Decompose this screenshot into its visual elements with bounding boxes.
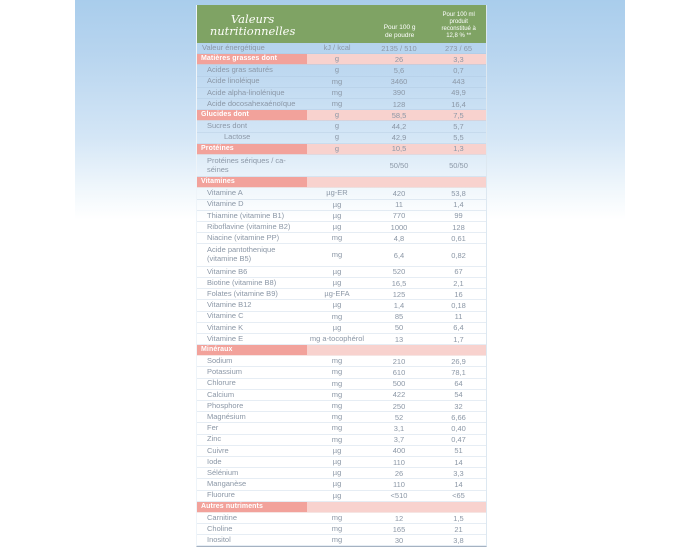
table-row <box>197 312 486 323</box>
value-per-100ml: 14 <box>454 457 463 467</box>
col-powder-line2: de poudre <box>384 32 415 40</box>
row-unit: mg a-tocophérol <box>309 333 365 343</box>
row-unit: mg <box>331 249 343 259</box>
row-values <box>307 457 486 467</box>
row-label: Cuivre <box>207 445 229 455</box>
value-per-100g: 3460 <box>390 77 408 87</box>
section-label: Autres nutriments <box>197 502 307 512</box>
col-reconst-line1: Pour 100 ml <box>442 11 475 18</box>
row-unit: mg <box>331 401 343 410</box>
table-row <box>197 88 486 99</box>
table-row <box>197 121 486 132</box>
row-unit: µg <box>332 266 342 276</box>
value-per-100g: 16,5 <box>391 278 407 288</box>
row-label: Vitamine E <box>207 333 244 343</box>
value-per-100g: 85 <box>394 312 404 322</box>
value-per-100g: 125 <box>392 289 406 299</box>
value-per-100g: 2135 / 510 <box>381 43 417 53</box>
value-per-100ml <box>431 177 486 187</box>
row-values <box>307 524 486 534</box>
value-per-100g <box>367 177 431 187</box>
row-label: Manganèse <box>207 479 247 489</box>
row-values <box>307 491 486 501</box>
value-per-100g: 11 <box>395 200 403 210</box>
value-per-100ml: 1,5 <box>453 513 464 523</box>
row-values <box>307 54 486 64</box>
value-per-100g: 26 <box>394 468 404 478</box>
section-label: Matières grasses dont <box>197 54 307 64</box>
table-header <box>197 5 486 43</box>
row-label: Vitamine A <box>207 188 243 198</box>
row-unit: µg-EFA <box>324 289 350 299</box>
row-values <box>307 535 486 545</box>
row-label: Chlorure <box>207 378 236 388</box>
row-values <box>307 300 486 310</box>
row-values <box>307 99 486 109</box>
section-row <box>197 144 486 155</box>
row-values <box>307 502 486 512</box>
row-unit: µg <box>332 468 342 478</box>
value-per-100g: 12 <box>394 513 404 523</box>
row-unit: mg <box>331 434 343 444</box>
row-values <box>307 233 486 243</box>
table-row <box>197 300 486 311</box>
row-label: Choline <box>207 523 233 533</box>
row-label: Vitamine B12 <box>207 300 252 310</box>
table-row <box>197 222 486 233</box>
value-per-100g <box>367 345 431 355</box>
value-per-100ml: 54 <box>454 390 463 400</box>
value-per-100ml: 443 <box>452 77 465 87</box>
value-per-100ml: 64 <box>454 379 463 389</box>
value-per-100g: 4,8 <box>393 233 405 243</box>
row-unit: µg <box>332 456 342 466</box>
row-unit: µg-ER <box>326 188 348 198</box>
value-per-100ml: 14 <box>454 479 463 489</box>
row-unit: µg <box>332 479 342 489</box>
row-label: Inositol <box>207 535 231 545</box>
row-unit: g <box>334 143 340 153</box>
row-values <box>307 334 486 344</box>
row-label: Potassium <box>207 367 243 377</box>
value-per-100g: 52 <box>394 412 404 422</box>
table-row <box>197 278 486 289</box>
value-per-100ml: 128 <box>452 222 465 232</box>
row-values <box>307 65 486 75</box>
table-row <box>197 479 486 490</box>
row-values <box>307 244 486 265</box>
section-row <box>197 54 486 65</box>
row-label: Protéines sériques / ca-séines <box>207 155 286 174</box>
row-unit <box>307 155 367 176</box>
value-per-100g: 50 <box>394 323 404 333</box>
table-row <box>197 435 486 446</box>
section-label: Glucides dont <box>197 110 307 120</box>
row-unit: mg <box>331 378 343 388</box>
table-row <box>197 412 486 423</box>
value-per-100g: 13 <box>394 334 404 344</box>
value-per-100g: 5,6 <box>393 65 405 75</box>
value-per-100ml: 21 <box>454 524 463 534</box>
row-label: Iode <box>207 456 222 466</box>
value-per-100g: 422 <box>392 390 406 400</box>
row-label: Calcium <box>207 389 235 399</box>
row-values <box>307 188 486 198</box>
table-row <box>197 535 486 546</box>
table-row <box>197 457 486 468</box>
value-per-100g: 420 <box>392 189 406 199</box>
row-label: Riboflavine (vitamine B2) <box>207 221 291 231</box>
value-per-100ml: 5,5 <box>453 133 464 143</box>
value-per-100g: 3,1 <box>393 424 405 433</box>
table-row <box>197 468 486 479</box>
value-per-100g: 520 <box>392 267 406 277</box>
col-reconst-line3: reconstitué à <box>441 25 476 32</box>
row-values <box>307 267 486 277</box>
table-row <box>197 524 486 535</box>
row-values <box>307 356 486 366</box>
value-per-100ml: 0,7 <box>453 65 464 75</box>
row-unit: mg <box>331 535 343 545</box>
value-per-100ml: 50/50 <box>449 161 468 171</box>
row-unit: mg <box>331 87 343 97</box>
value-per-100ml: 78,1 <box>451 368 466 378</box>
row-label: Sodium <box>207 356 233 366</box>
value-per-100ml <box>431 502 486 512</box>
value-per-100ml: 5,7 <box>453 121 464 131</box>
row-values <box>307 144 486 154</box>
row-label: Acide linoléique <box>207 76 260 86</box>
value-per-100g: 165 <box>392 524 406 534</box>
row-unit: g <box>334 132 340 142</box>
value-per-100g: 44,2 <box>391 121 407 131</box>
row-values <box>307 423 486 433</box>
value-per-100ml: 11 <box>454 312 463 322</box>
row-label: Acide alpha-linolénique <box>207 87 285 97</box>
row-label: Magnésium <box>207 412 246 421</box>
table-row <box>197 390 486 401</box>
row-label: Sucres dont <box>207 121 248 131</box>
row-label: Vitamine K <box>207 322 244 332</box>
table-row <box>197 200 486 211</box>
table-row <box>197 401 486 412</box>
value-per-100ml: 1,3 <box>453 144 464 154</box>
row-unit: µg <box>332 322 342 332</box>
table-row <box>197 244 486 266</box>
value-per-100ml: 51 <box>454 446 463 456</box>
row-values <box>307 88 486 98</box>
row-label: Fer <box>207 423 219 433</box>
row-label: Carnitine <box>207 512 238 522</box>
row-unit: mg <box>331 412 343 422</box>
table-row <box>197 323 486 334</box>
row-unit: g <box>334 121 340 131</box>
value-per-100ml: 6,4 <box>453 323 464 333</box>
row-label: Fluorure <box>207 490 235 500</box>
value-per-100ml: 32 <box>454 401 463 411</box>
row-label: Biotine (vitamine B8) <box>207 277 277 287</box>
section-row <box>197 502 486 513</box>
value-per-100ml: 0,40 <box>451 424 466 433</box>
nutrition-table <box>196 5 487 547</box>
row-unit <box>307 502 367 512</box>
row-values <box>307 121 486 131</box>
value-per-100g: 390 <box>392 88 406 98</box>
row-unit: mg <box>331 367 343 377</box>
value-per-100ml: 1,4 <box>453 200 464 210</box>
unit-column-header <box>308 5 368 43</box>
row-values <box>307 435 486 445</box>
value-per-100g: 500 <box>392 379 406 389</box>
table-title-line2: nutritionnelles <box>209 24 296 38</box>
table-row <box>197 65 486 76</box>
row-values <box>307 468 486 478</box>
table-row <box>197 155 486 177</box>
row-values <box>307 401 486 411</box>
value-per-100ml: 99 <box>454 211 463 221</box>
row-values <box>307 312 486 322</box>
row-unit <box>307 345 367 355</box>
value-per-100g: 3,7 <box>393 435 405 445</box>
row-values <box>307 289 486 299</box>
value-per-100ml: 6,66 <box>451 412 466 422</box>
row-label: Vitamine B6 <box>207 266 248 276</box>
value-per-100ml: 1,7 <box>453 334 464 344</box>
value-per-100ml: 3,3 <box>453 468 464 478</box>
row-values <box>307 200 486 210</box>
value-per-100g: 110 <box>393 457 405 467</box>
value-per-100g: 210 <box>392 356 406 366</box>
value-per-100g: <510 <box>390 491 408 501</box>
row-values <box>307 110 486 120</box>
row-label: Folates (vitamine B9) <box>207 288 278 298</box>
row-label: Zinc <box>207 434 222 444</box>
table-row <box>197 513 486 524</box>
table-row <box>197 289 486 300</box>
value-per-100g: 10,5 <box>391 144 407 154</box>
column-header-per-100g <box>368 5 432 43</box>
table-row <box>197 446 486 457</box>
table-row <box>197 491 486 502</box>
row-label: Niacine (vitamine PP) <box>207 232 280 242</box>
row-unit: mg <box>331 524 343 534</box>
col-reconst-line2: produit <box>449 18 468 25</box>
row-unit: mg <box>331 76 343 86</box>
row-values <box>307 211 486 221</box>
row-unit: µg <box>332 300 342 310</box>
row-label: Valeur énergétique <box>202 42 265 52</box>
table-row <box>197 43 486 54</box>
row-values <box>307 390 486 400</box>
row-unit: g <box>334 110 340 120</box>
value-per-100ml: 67 <box>454 267 463 277</box>
value-per-100ml: 0,61 <box>451 233 466 243</box>
section-label: Minéraux <box>197 345 307 355</box>
row-label: Sélénium <box>207 467 239 477</box>
value-per-100ml <box>431 345 486 355</box>
row-values <box>307 177 486 187</box>
value-per-100g: 42,9 <box>391 133 407 143</box>
value-per-100g: 6,4 <box>393 250 405 260</box>
table-body <box>197 43 486 546</box>
section-label: Vitamines <box>197 177 307 187</box>
row-label: Lactose <box>224 132 251 142</box>
value-per-100g: 50/50 <box>389 161 409 171</box>
table-row <box>197 188 486 199</box>
row-unit: g <box>334 65 340 75</box>
table-row <box>197 423 486 434</box>
table-row <box>197 77 486 88</box>
value-per-100ml: 273 / 65 <box>444 43 473 53</box>
table-row <box>197 99 486 110</box>
value-per-100ml: 3,3 <box>453 54 464 64</box>
row-label: Acides gras saturés <box>207 65 273 75</box>
table-row <box>197 233 486 244</box>
table-row <box>197 211 486 222</box>
value-per-100g: 26 <box>394 54 404 64</box>
section-row <box>197 110 486 121</box>
row-values <box>307 513 486 523</box>
row-unit: mg <box>331 311 343 321</box>
value-per-100g: 128 <box>392 99 406 109</box>
row-values <box>307 77 486 87</box>
table-row <box>197 334 486 345</box>
row-unit: kJ / kcal <box>323 42 351 52</box>
row-label: Vitamine C <box>207 311 244 321</box>
row-unit <box>307 177 367 187</box>
row-values <box>307 133 486 143</box>
section-row <box>197 177 486 188</box>
row-unit: mg <box>331 233 343 243</box>
column-header-per-100ml <box>431 5 486 43</box>
row-unit: mg <box>331 356 343 366</box>
value-per-100ml: 49,9 <box>451 88 466 98</box>
row-values <box>307 345 486 355</box>
value-per-100ml: 0,18 <box>451 300 466 310</box>
value-per-100ml: 3,8 <box>453 535 464 545</box>
table-row <box>197 356 486 367</box>
section-label: Protéines <box>197 144 307 154</box>
table-row <box>197 379 486 390</box>
row-unit: µg <box>332 277 342 287</box>
value-per-100ml: 2,1 <box>453 278 464 288</box>
table-row <box>197 367 486 378</box>
row-values <box>307 367 486 377</box>
row-label: Acide pantothenique (vitamine B5) <box>207 245 276 264</box>
value-per-100g: 610 <box>392 368 406 378</box>
row-unit: µg <box>332 199 342 209</box>
value-per-100g: 58,5 <box>391 110 407 120</box>
col-powder-line1: Pour 100 g <box>383 24 416 32</box>
row-unit: µg <box>332 490 342 500</box>
row-values <box>307 278 486 288</box>
row-values <box>307 43 486 53</box>
row-values <box>307 446 486 456</box>
row-unit: mg <box>331 423 343 433</box>
row-unit: mg <box>331 98 343 108</box>
value-per-100g <box>367 502 431 512</box>
table-row <box>197 267 486 278</box>
value-per-100ml: 7,5 <box>453 110 464 120</box>
section-row <box>197 345 486 356</box>
row-unit: mg <box>331 512 343 522</box>
value-per-100g: 770 <box>392 211 406 221</box>
value-per-100ml: 26,9 <box>451 356 466 366</box>
table-title <box>197 5 308 43</box>
value-per-100g: 30 <box>394 535 404 545</box>
row-values <box>307 379 486 389</box>
value-per-100ml: <65 <box>452 491 465 501</box>
value-per-100ml: 0,82 <box>451 250 466 260</box>
row-values <box>307 323 486 333</box>
value-per-100g: 400 <box>392 446 406 456</box>
row-values <box>307 479 486 489</box>
row-unit: µg <box>332 210 342 220</box>
table-title-line1: Valeurs <box>230 11 275 26</box>
row-label: Phosphore <box>207 400 244 410</box>
col-reconst-line4: 12,8 % ** <box>446 32 472 39</box>
row-values <box>307 155 486 176</box>
row-label: Acide docosahexaénoïque <box>207 98 296 108</box>
value-per-100g: 1000 <box>390 222 408 232</box>
row-unit: µg <box>332 221 342 231</box>
value-per-100g: 1,4 <box>393 300 405 310</box>
row-label: Thiamine (vitamine B1) <box>207 210 285 220</box>
row-unit: g <box>334 54 340 64</box>
value-per-100ml: 0,47 <box>451 435 466 445</box>
value-per-100g: 250 <box>392 401 406 411</box>
row-values <box>307 222 486 232</box>
row-label: Vitamine D <box>207 199 244 209</box>
row-values <box>307 412 486 422</box>
row-unit: mg <box>331 389 343 399</box>
table-row <box>197 133 486 144</box>
value-per-100g: 110 <box>393 479 405 489</box>
value-per-100ml: 53,8 <box>451 189 466 199</box>
value-per-100ml: 16,4 <box>451 99 466 109</box>
value-per-100ml: 16 <box>454 289 463 299</box>
row-unit: µg <box>332 445 342 455</box>
